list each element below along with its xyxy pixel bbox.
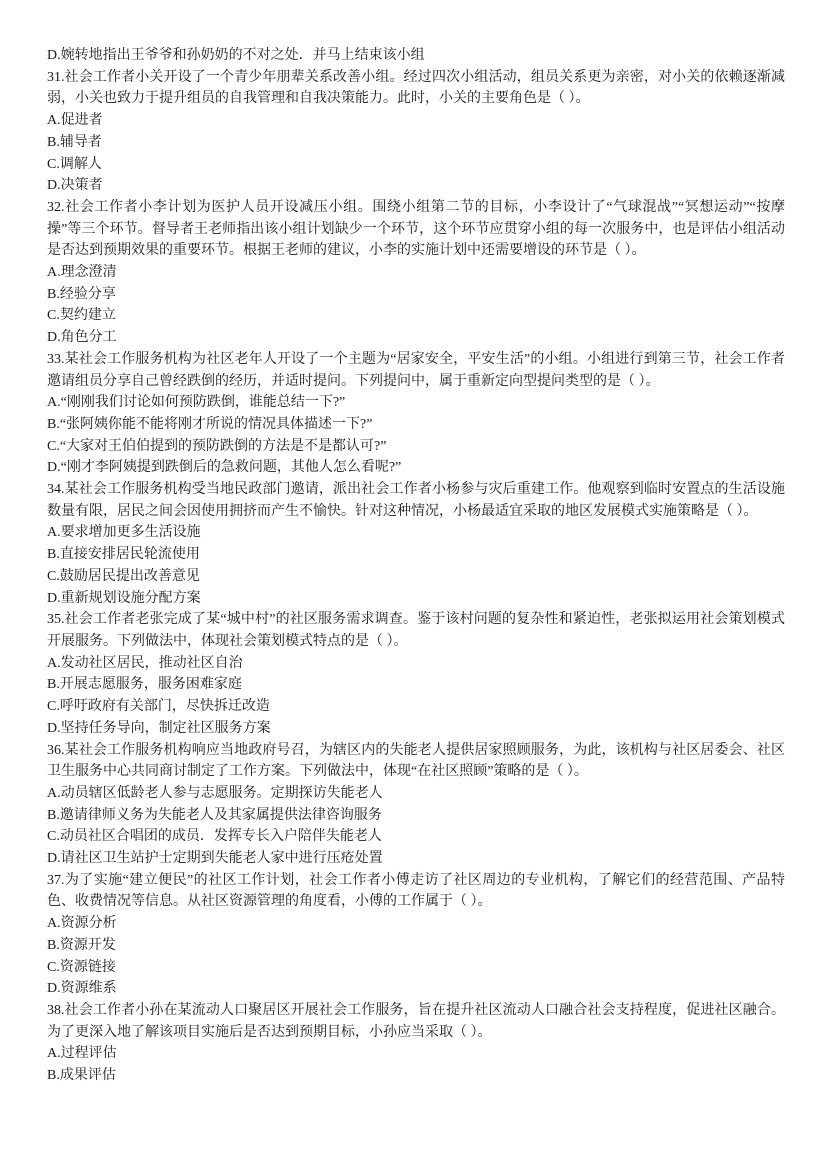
option-line: C.“大家对王伯伯提到的预防跌倒的方法是不是都认可?” (47, 438, 387, 454)
option-line: A.过程评估 (47, 1046, 117, 1062)
question-block (47, 349, 785, 479)
option-line: B.邀请律师义务为失能老人及其家属提供法律咨询服务 (47, 807, 382, 823)
option-line: A.资源分析 (47, 916, 117, 932)
option-line: D.角色分工 (47, 330, 117, 346)
question-options (47, 783, 785, 870)
question-block (47, 609, 785, 739)
option-line: A.促进者 (47, 113, 103, 129)
option-line: B.辅导者 (47, 134, 102, 150)
option-line: D.决策者 (47, 178, 103, 194)
question-options (47, 522, 785, 609)
question-options (47, 1043, 785, 1086)
option-line: C.资源链接 (47, 959, 116, 975)
question-stem: 37.为了实施“建立便民”的社区工作计划，社会工作者小傅走访了社区周边的专业机构，了解它们的经营范围、产品特色、收费情况等信息。从社区资源管理的角度看，小傅的工作属于（ ）。 (47, 872, 785, 910)
question-stem: 34.某社会工作服务机构受当地民政部门邀请，派出社会工作者小杨参与灾后重建工作。他观察到临时安置点的生活设施数量有限，居民之间会因使用拥挤而产生不愉快。针对这种情况，小杨最适宜采取的地区发展模式实施策略是（ ）。 (47, 482, 785, 519)
question-stem: 35.社会工作者老张完成了某“城中村”的社区服务需求调查。鉴于该村问题的复杂性和紧迫性，老张拟运用社会策划模式开展服务。下列做法中，体现社会策划模式特点的是（ ）。 (47, 612, 785, 649)
option-line: A.“刚刚我们讨论如何预防跌倒，谁能总结一下?” (47, 395, 346, 411)
question-options (47, 913, 785, 1000)
option-line: B.成果评估 (47, 1068, 116, 1084)
question-stem: 36.某社会工作服务机构响应当地政府号召，为辖区内的失能老人提供居家照顾服务，为此，该机构与社区居委会、社区卫生服务中心共同商讨制定了工作方案。下列做法中，体现“在社区照顾”策略的是（ ）。 (47, 742, 785, 780)
option-line: B.经验分享 (47, 286, 116, 302)
question-block (47, 1000, 785, 1087)
question-options (47, 110, 785, 197)
option-line: A.动员辖区低龄老人参与志愿服务。定期探访失能老人 (47, 785, 383, 801)
option-line: B.资源开发 (47, 937, 116, 953)
question-block (47, 479, 785, 609)
option-line: A.理念澄清 (47, 265, 117, 281)
question-block (47, 67, 785, 197)
option-line: D.资源维系 (47, 981, 117, 997)
carryover-option-line: D.婉转地指出王爷爷和孙奶奶的不对之处．并马上结束该小组 (47, 48, 425, 63)
question-stem: 31.社会工作者小关开设了一个青少年朋辈关系改善小组。经过四次小组活动，组员关系更为亲密，对小关的依赖逐渐减弱，小关也致力于提升组员的自我管理和自我决策能力。此时，小关的主要角色是（ ）。 (47, 69, 785, 107)
option-line: D.请社区卫生站护士定期到失能老人家中进行压疮处置 (47, 851, 383, 867)
question-options (47, 392, 785, 479)
option-line: C.呼吁政府有关部门，尽快拆迁改造 (47, 699, 270, 715)
option-line: A.要求增加更多生活设施 (47, 525, 201, 541)
question-options (47, 653, 785, 740)
option-line: D.“刚才李阿姨提到跌倒后的急救问题，其他人怎么看呢?” (47, 460, 402, 476)
option-line: B.“张阿姨你能不能将刚才所说的情况具体描述一下?” (47, 416, 373, 432)
question-block (47, 197, 785, 349)
option-line: C.契约建立 (47, 308, 116, 324)
question-stem: 38.社会工作者小孙在某流动人口聚居区开展社会工作服务，旨在提升社区流动人口融合社会支持程度，促进社区融合。为了更深入地了解该项目实施后是否达到预期目标，小孙应当采取（ ）。 (47, 1002, 785, 1040)
option-line: C.动员社区合唱团的成员．发挥专长入户陪伴失能老人 (47, 829, 382, 845)
option-line: B.开展志愿服务，服务困难家庭 (47, 677, 242, 693)
option-line: C.鼓励居民提出改善意见 (47, 568, 200, 584)
question-stem: 33.某社会工作服务机构为社区老年人开设了一个主题为“居家安全，平安生活”的小组。小组进行到第三节，社会工作者邀请组员分享自己曾经跌倒的经历，并适时提问。下列提问中，属于重新定向型提问类型的是（ ）。 (47, 351, 785, 389)
question-options (47, 262, 785, 349)
option-line: C.调解人 (47, 156, 102, 172)
question-stem: 32.社会工作者小李计划为医护人员开设减压小组。围绕小组第二节的目标，小李设计了“气球混战”“冥想运动”“按摩操”等三个环节。督导者王老师指出该小组计划缺少一个环节，这个环节应贯穿小组的每一次服务中，也是评估小组活动是否达到预期效果的重要环节。根据王老师的建议，小李的实施计划中还需要增设的环节是（ ）。 (47, 199, 785, 259)
option-line: D.重新规划设施分配方案 (47, 590, 201, 606)
question-block (47, 740, 785, 870)
option-line: B.直接安排居民轮流使用 (47, 547, 200, 563)
option-line: D.坚持任务导向，制定社区服务方案 (47, 720, 271, 736)
question-block (47, 870, 785, 1000)
option-line: A.发动社区居民，推动社区自治 (47, 655, 243, 671)
question-list (47, 67, 785, 1087)
